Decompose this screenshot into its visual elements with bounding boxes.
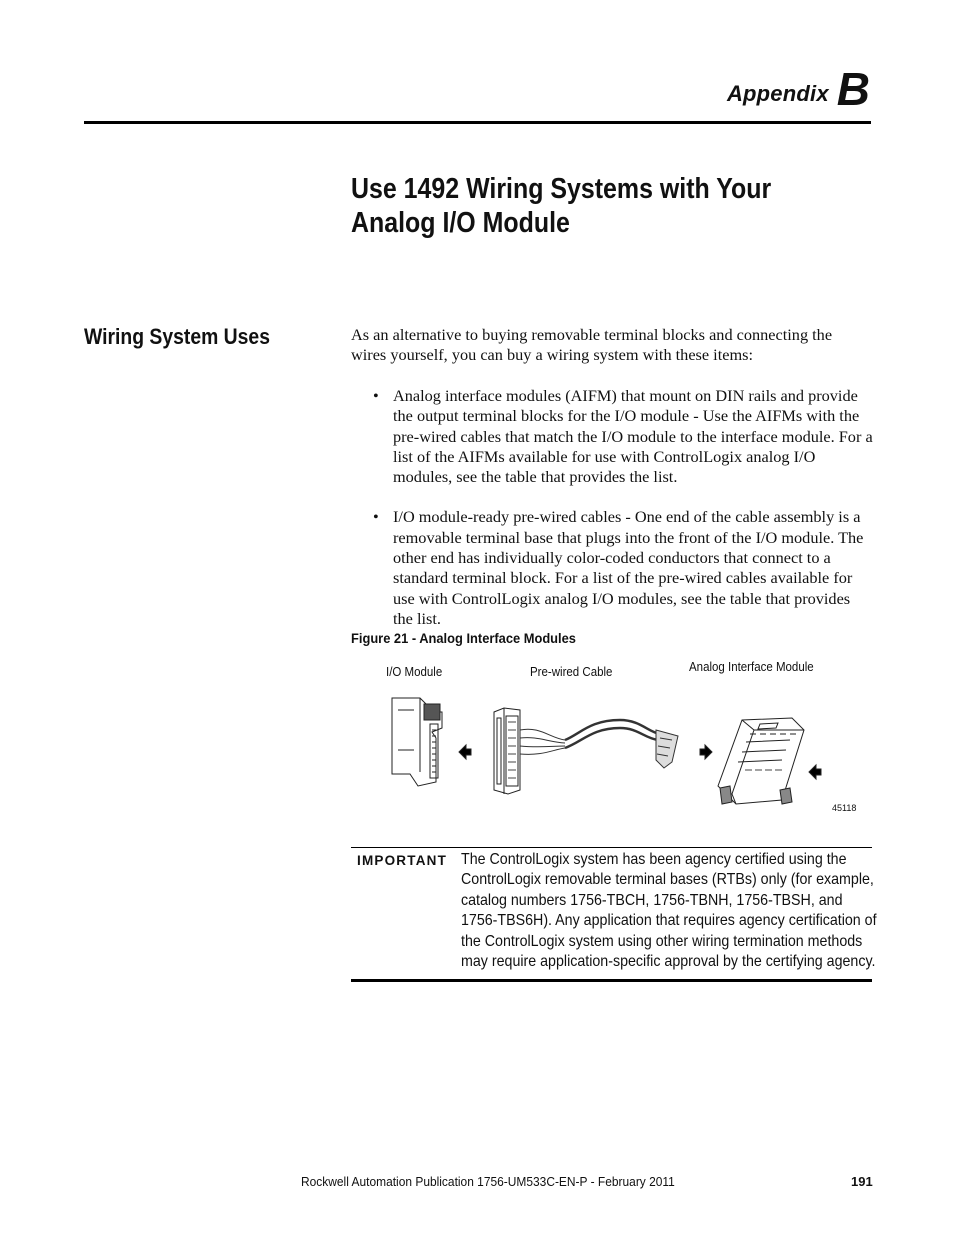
important-label: IMPORTANT [357,853,448,868]
appendix-letter: B [836,63,870,115]
chapter-title [351,172,798,240]
arrow-left-icon [459,745,471,759]
analog-interface-modules-illustration [380,690,860,825]
cable-wires-drawing [520,720,678,768]
arrow-left-icon [809,765,821,779]
arrow-right-icon [700,745,712,759]
aifm-label: Analog Interface Module [689,660,814,674]
intro-paragraph: As an alternative to buying removable terminal blocks and connecting the wires yourself, you can buy a wiring system with these items: [351,325,833,365]
header-rule [84,121,871,124]
cable-label: Pre-wired Cable [530,665,613,679]
bullet-marker: • [373,507,379,527]
io-module-label: I/O Module [386,665,443,679]
bullet-text: I/O module-ready pre-wired cables - One end of the cable assembly is a removable terminal base that plugs into the front of the I/O module. The other end has individually color-coded conductors that connect to a standard terminal block. For a list of the pre-wired cables available for use with ControlLogix analog I/O modules, see the table that provides the list. [393,507,864,628]
cable-connector-drawing [494,708,520,794]
io-module-drawing [392,698,442,786]
bullet-item-cables [351,507,873,629]
page-number: 191 [851,1174,873,1189]
important-notice [351,847,877,982]
bullet-item-aifm [351,386,873,487]
section-heading: Wiring System Uses [84,324,270,349]
bullet-text: Analog interface modules (AIFM) that mount on DIN rails and provide the output terminal blocks for the I/O module - Use the AIFMs with the pre-wired cables that match the I/O module to the interface module. For a list of the AIFMs available for use with ControlLogix analog I/O modules, see the table that provides the list. [393,386,873,487]
appendix-header [726,58,870,115]
figure-caption: Figure 21 - Analog Interface Modules [351,630,576,646]
chapter-title-line-2: Analog I/O Module [351,207,570,239]
bullet-marker: • [373,386,379,405]
appendix-word: Appendix [726,81,829,106]
footer-publication: Rockwell Automation Publication 1756-UM533C-EN-P - February 2011 [301,1174,675,1189]
chapter-title-line-1: Use 1492 Wiring Systems with Your [351,173,772,205]
aifm-drawing [718,718,804,804]
figure-number: 45118 [832,803,857,813]
important-text: The ControlLogix system has been agency certified using the ControlLogix removable terminal bases (RTBs) only (for example, catalog numbers 1756-TBCH, 1756-TBNH, 1756-TBSH, and 1756-TBS6H). Any application that requires agency certification of the ControlLogix system using other wiring termination methods may require application-specific approval by the certifying agency. [461,851,877,971]
bullet-list [351,386,873,649]
